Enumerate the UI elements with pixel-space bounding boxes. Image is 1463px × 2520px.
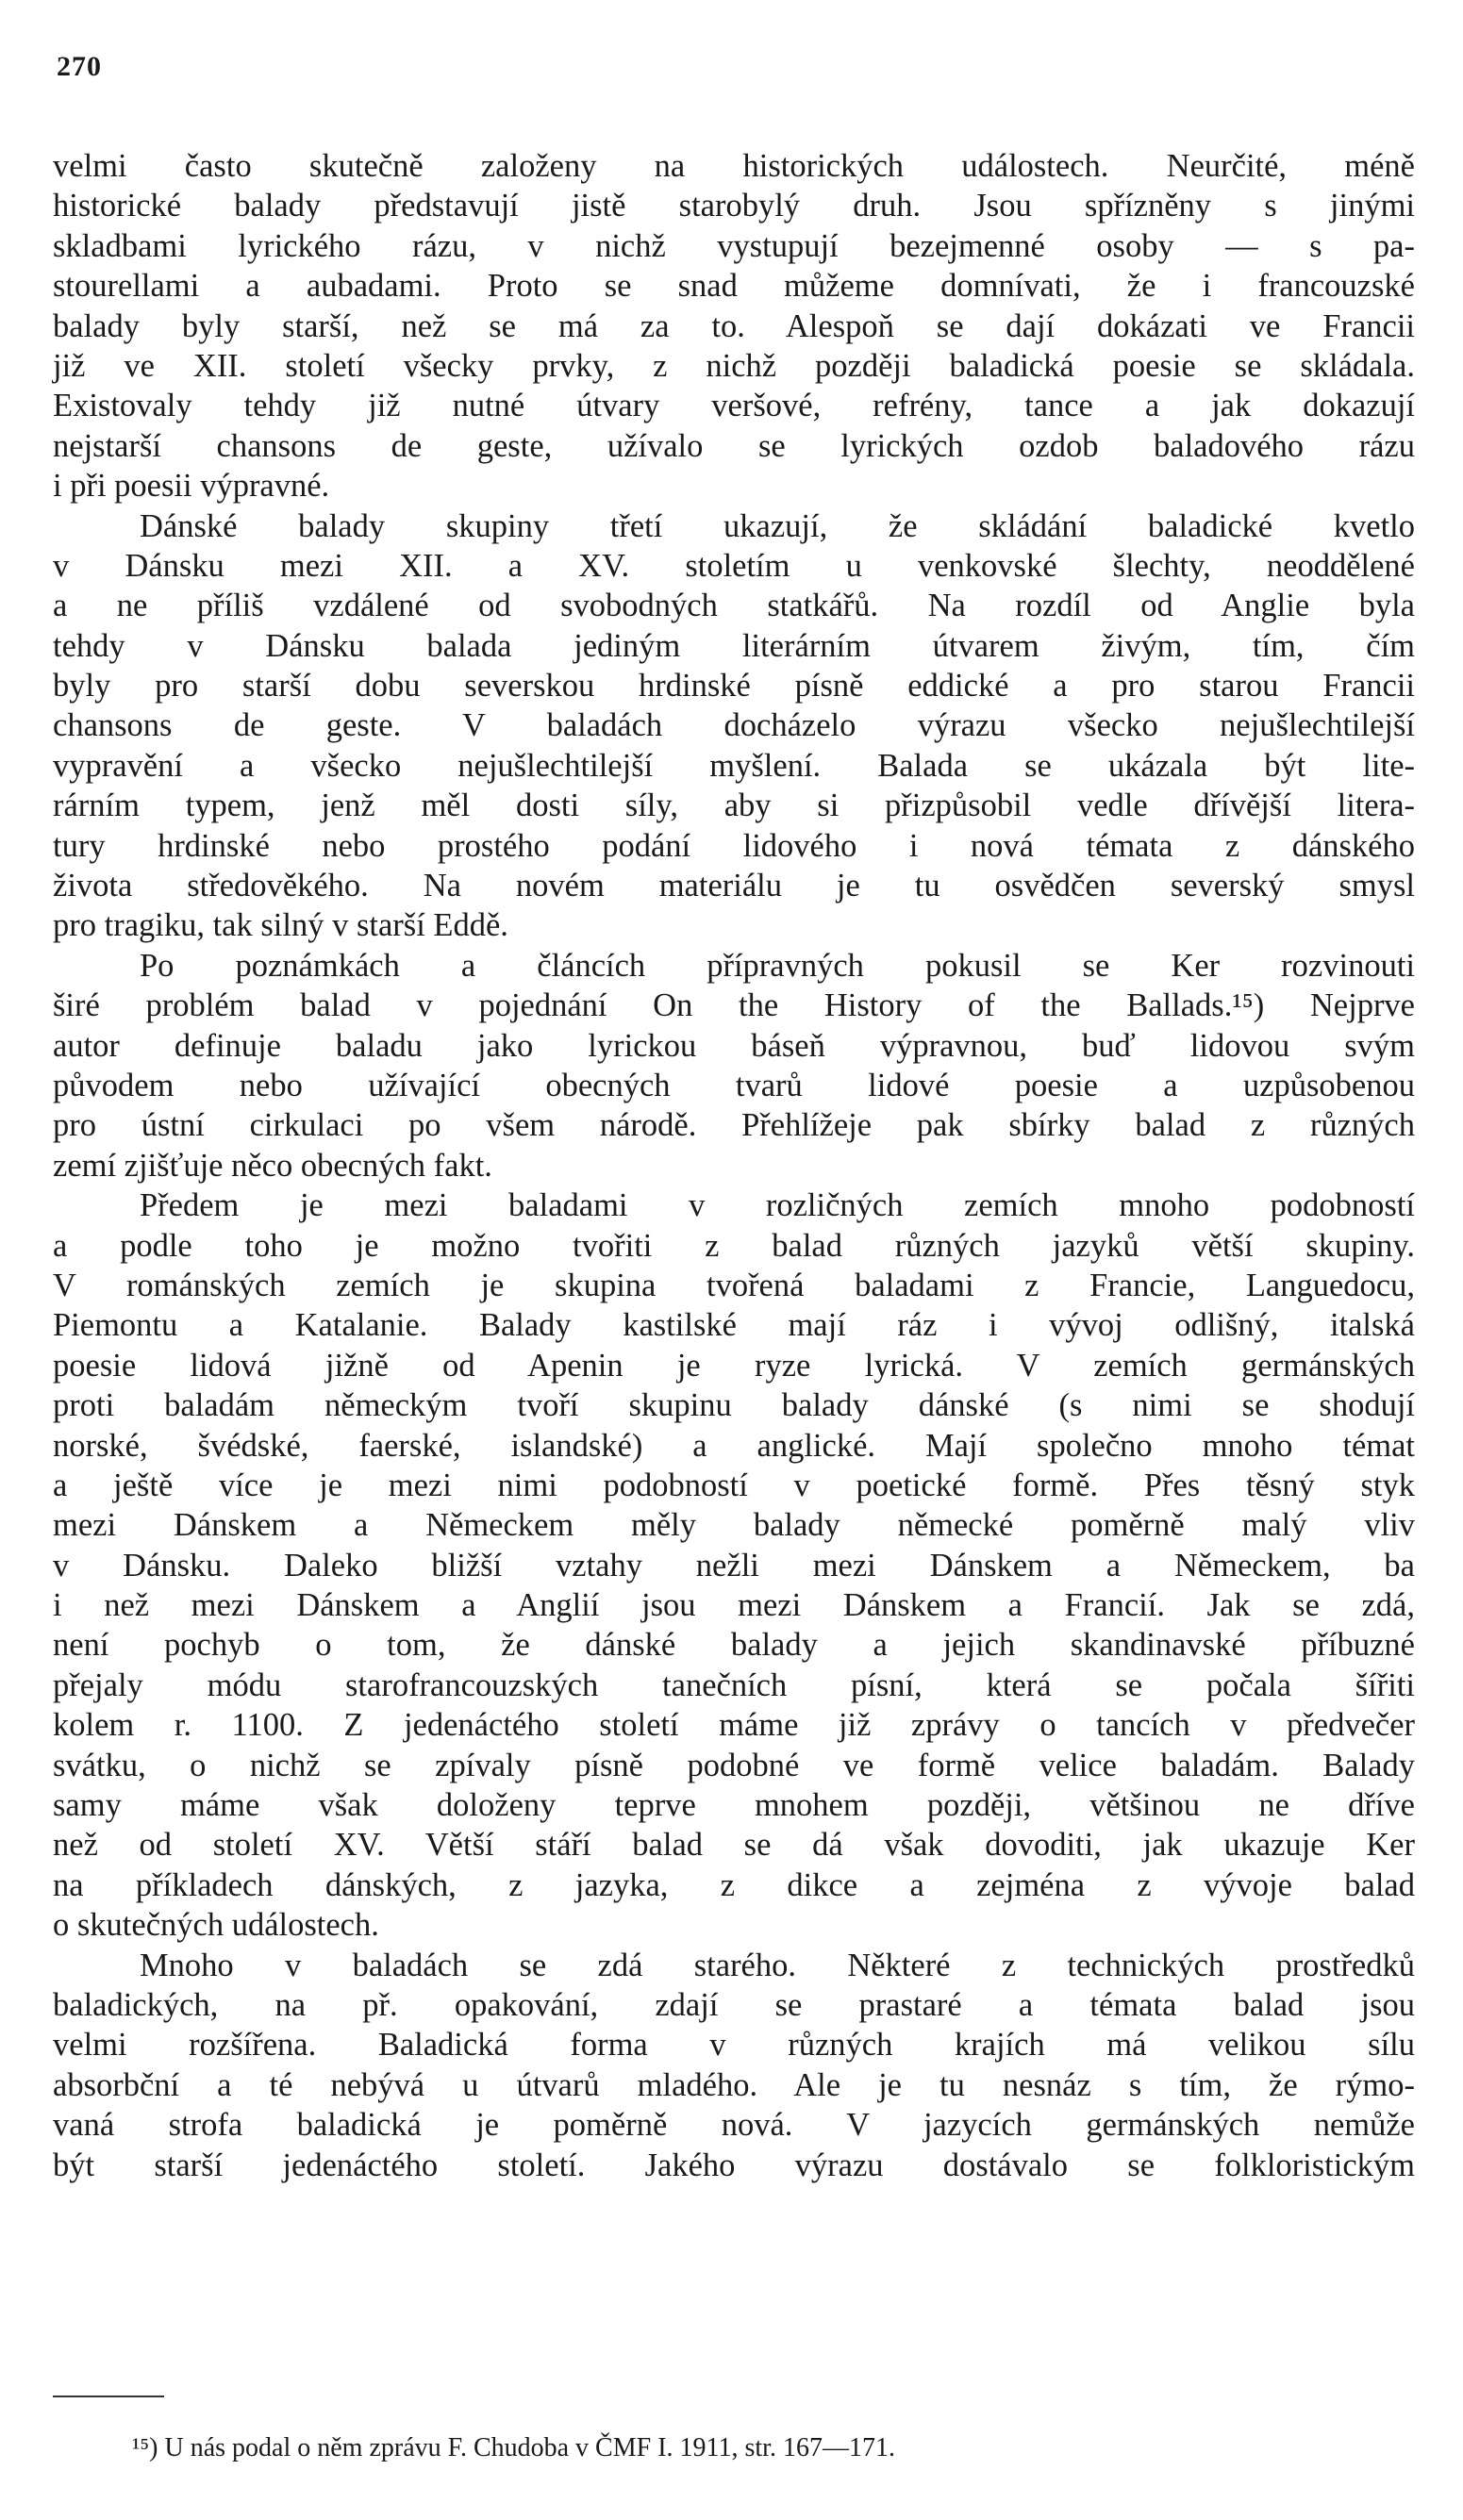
text-line: není pochyb o tom, že dánské balady a jejich skandinavské příbuzné [53, 1627, 1415, 1664]
text-line: tury hrdinské nebo prostého podání lidového i nová témata z dánského [53, 827, 1415, 864]
text-line: již ve XII. století všecky prvky, z nichž později baladická poesie se skládala. [53, 347, 1415, 384]
text-line: Předem je mezi baladami v rozličných zemích mnoho podobností [140, 1187, 1415, 1224]
text-line: historické balady představují jistě starobylý druh. Jsou spřízněny s jinými [53, 188, 1415, 224]
text-line: Dánské balady skupiny třetí ukazují, že skládání baladické kvetlo [140, 507, 1415, 544]
text-line: tehdy v Dánsku balada jediným literárním útvarem živým, tím, čím [53, 627, 1415, 664]
text-line: Piemontu a Katalanie. Balady kastilské mají ráz i vývoj odlišný, italská [53, 1307, 1415, 1344]
text-line: rárním typem, jenž měl dosti síly, aby si přizpůsobil vedle dřívější litera- [53, 788, 1415, 824]
text-line: Mnoho v baladách se zdá starého. Některé z technických prostředků [140, 1947, 1415, 1983]
text-line: původem nebo užívající obecných tvarů lidové poesie a uzpůsobenou [53, 1067, 1415, 1103]
text-line: stourellami a aubadami. Proto se snad můžeme domnívati, že i francouzské [53, 268, 1415, 305]
text-line: skladbami lyrického rázu, v nichž vystupují bezejmenné osoby — s pa- [53, 227, 1415, 264]
text-line: autor definuje baladu jako lyrickou báseň výpravnou, buď lidovou svým [53, 1027, 1415, 1064]
text-line: proti baladám německým tvoří skupinu balady dánské (s nimi se shodují [53, 1387, 1415, 1424]
text-line: nejstarší chansons de geste, užívalo se lyrických ozdob baladového rázu [53, 427, 1415, 464]
footnote: ¹⁵) U nás podal o něm zprávu F. Chudoba v ČMF I. 1911, str. 167—171. [132, 2433, 895, 2462]
text-line: norské, švédské, faerské, islandské) a anglické. Mají společno mnoho témat [53, 1427, 1415, 1464]
text-line: na příkladech dánských, z jazyka, z dikce a zejména z vývoje balad [53, 1866, 1415, 1903]
text-line: absorbční a té nebývá u útvarů mladého. Ale je tu nesnáz s tím, že rýmo- [53, 2066, 1415, 2103]
text-line: a podle toho je možno tvořiti z balad různých jazyků větší skupiny. [53, 1227, 1415, 1264]
text-line: samy máme však doloženy teprve mnohem později, většinou ne dříve [53, 1787, 1415, 1824]
text-line: života středověkého. Na novém materiálu je tu osvědčen severský smysl [53, 868, 1415, 904]
text-line: svátku, o nichž se zpívaly písně podobné ve formě velice baladám. Balady [53, 1747, 1415, 1783]
text-line: vaná strofa baladická je poměrně nová. V jazycích germánských nemůže [53, 2107, 1415, 2144]
text-line: o skutečných událostech. [53, 1907, 379, 1944]
text-line: a ne příliš vzdálené od svobodných statkářů. Na rozdíl od Anglie byla [53, 588, 1415, 624]
text-line: balady byly starší, než se má za to. Alespoň se dají dokázati ve Francii [53, 307, 1415, 344]
text-line: v Dánsku. Daleko bližší vztahy nežli mezi Dánskem a Německem, ba [53, 1547, 1415, 1583]
footnote-rule [53, 2396, 164, 2397]
text-line: než od století XV. Větší stáří balad se dá však dovoditi, jak ukazuje Ker [53, 1827, 1415, 1864]
text-line: být starší jedenáctého století. Jakého výrazu dostávalo se folkloristickým [53, 2147, 1415, 2183]
text-line: Po poznámkách a článcích přípravných pokusil se Ker rozvinouti [140, 947, 1415, 984]
text-line: pro tragiku, tak silný v starší Eddě. [53, 907, 508, 944]
text-line: i při poesii výpravné. [53, 468, 330, 505]
text-line: přejaly módu starofrancouzských tanečních písní, která se počala šířiti [53, 1666, 1415, 1703]
text-line: V románských zemích je skupina tvořená baladami z Francie, Languedocu, [53, 1267, 1415, 1303]
text-line: chansons de geste. V baladách docházelo výrazu všecko nejušlechtilejší [53, 707, 1415, 744]
text-line: kolem r. 1100. Z jedenáctého století máme již zprávy o tancích v předvečer [53, 1707, 1415, 1744]
text-line: pro ústní cirkulaci po všem národě. Přehlížeje pak sbírky balad z různých [53, 1107, 1415, 1144]
text-line: baladických, na př. opakování, zdají se prastaré a témata balad jsou [53, 1986, 1415, 2023]
text-line: poesie lidová jižně od Apenin je ryze lyrická. V zemích germánských [53, 1347, 1415, 1384]
body-text [53, 146, 1415, 2185]
text-line: velmi často skutečně založeny na historických událostech. Neurčité, méně [53, 148, 1415, 184]
text-line: i než mezi Dánskem a Anglií jsou mezi Dánskem a Francií. Jak se zdá, [53, 1587, 1415, 1624]
text-line: velmi rozšířena. Baladická forma v různých krajích má velikou sílu [53, 2027, 1415, 2064]
text-line: Existovaly tehdy již nutné útvary veršové, refrény, tance a jak dokazují [53, 388, 1415, 424]
text-line: v Dánsku mezi XII. a XV. stoletím u venkovské šlechty, neoddělené [53, 547, 1415, 584]
text-line: zemí zjišťuje něco obecných fakt. [53, 1147, 492, 1184]
text-line: vypravění a všecko nejušlechtilejší myšlení. Balada se ukázala být lite- [53, 747, 1415, 784]
text-line: mezi Dánskem a Německem měly balady německé poměrně malý vliv [53, 1507, 1415, 1544]
text-line: byly pro starší dobu severskou hrdinské písně eddické a pro starou Francii [53, 668, 1415, 705]
text-line: širé problém balad v pojednání On the History of the Ballads.¹⁵) Nejprve [53, 987, 1415, 1024]
page-number: 270 [57, 51, 102, 82]
text-line: a ještě více je mezi nimi podobností v poetické formě. Přes těsný styk [53, 1467, 1415, 1503]
